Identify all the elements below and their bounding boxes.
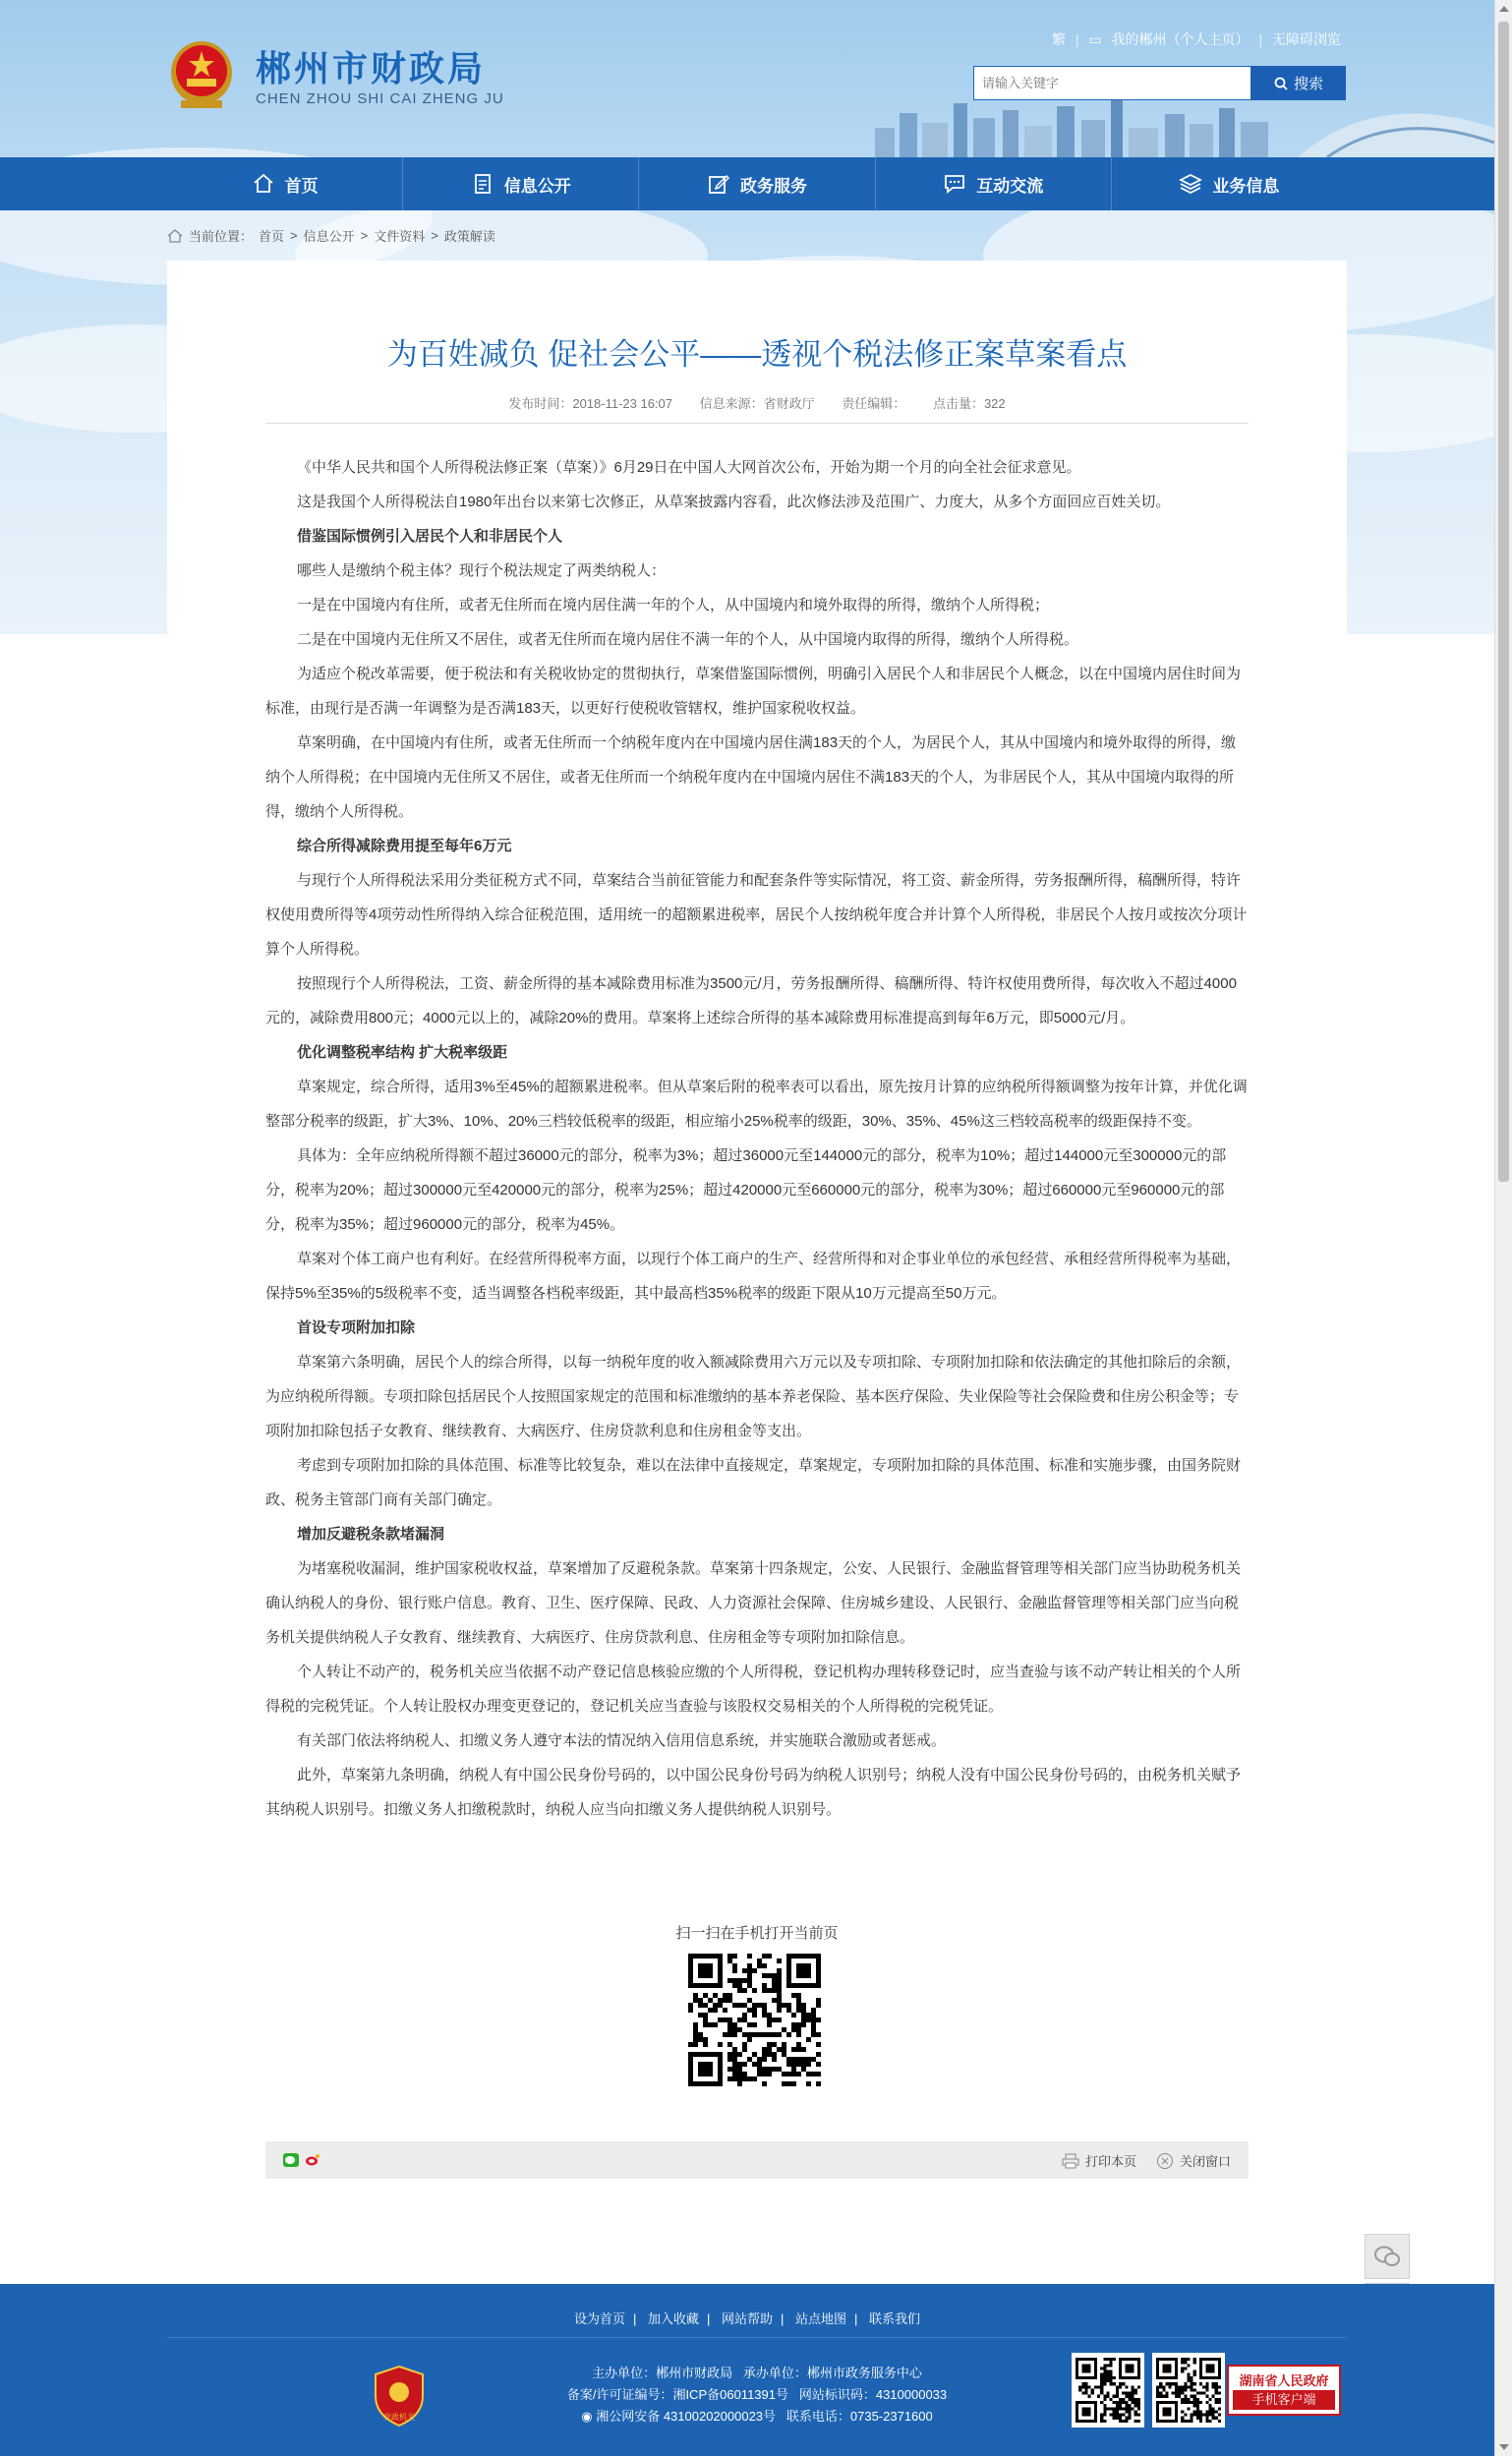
article-paragraph: 一是在中国境内有住所，或者无住所而在境内居住满一年的个人，从中国境内和境外取得的所得，缴纳个人所得税； [297, 597, 1050, 614]
article-paragraph: 按照现行个人所得税法，工资、薪金所得的基本减除费用标准为3500元/月，劳务报酬所得、稿酬所得、特许权使用费所得，每次收入不超过4000元的，减除费用800元；4000元以上的，减除20%的费用。草案将上述综合所得的基本减除费用标准提高到每年6万元，即5000元/月。 [265, 975, 1237, 1026]
scroll-down-arrow[interactable] [1499, 2444, 1509, 2450]
breadcrumb-prefix: 当前位置： [189, 229, 254, 244]
party-gov-badge-icon[interactable] [372, 2365, 427, 2427]
share-bar [265, 2141, 1249, 2179]
home-icon [167, 229, 183, 243]
weibo-share-icon[interactable] [305, 2153, 320, 2167]
article-paragraph: 具体为：全年应纳税所得额不超过36000元的部分，税率为3%；超过36000元至144000元的部分，税率为10%；超过144000元至300000元的部分，税率为20%；超过300000元至420000元的部分，税率为25%；超过420000元至660000元的部分，税率为30%；超过660000元至960000元的部分，税率为35%；超过960000元的部分，税率为45%。 [265, 1147, 1227, 1233]
footer-icp[interactable]: 备案/许可证编号：湘ICP备06011391号 [566, 2387, 788, 2402]
breadcrumb-item[interactable]: 政策解读 [443, 229, 495, 244]
footer-qr-code-2 [1152, 2353, 1225, 2427]
my-chenzhou-link[interactable]: 我的郴州（个人主页） [1111, 31, 1250, 47]
article-paragraph: 这是我国个人所得税法自1980年出台以来第七次修正，从草案披露内容看，此次修法涉及范围广、力度大，从多个方面回应百姓关切。 [297, 494, 1171, 510]
breadcrumb-separator: > [360, 228, 369, 243]
section-heading: 综合所得减除费用提至每年6万元 [297, 838, 512, 854]
article-paragraph: 考虑到专项附加扣除的具体范围、标准等比较复杂，难以在法律中直接规定，草案规定，专项附加扣除的具体范围、标准和实施步骤，由国务院财政、税务主管部门商有关部门确定。 [265, 1457, 1242, 1508]
close-window-button[interactable] [1156, 2151, 1231, 2170]
footer-qr-code-1 [1072, 2353, 1144, 2427]
article-paragraph: 《中华人民共和国个人所得税法修正案（草案）》6月29日在中国人大网首次公布，开始为期一个月的向全社会征求意见。 [297, 459, 1081, 476]
breadcrumb-item[interactable]: 文件资料 [374, 229, 426, 244]
print-button[interactable] [1062, 2151, 1136, 2170]
printer-icon [1062, 2153, 1079, 2169]
section-heading: 优化调整税率结构 扩大税率级距 [297, 1044, 508, 1061]
top-links: 繁 | ▭ 我的郴州（个人主页） | 无障碍浏览 [1052, 31, 1341, 47]
nav-item-gov-services[interactable] [639, 157, 875, 210]
footer-divider [167, 2337, 1347, 2338]
accessibility-link[interactable]: 无障碍浏览 [1271, 31, 1341, 47]
footer-link[interactable]: 联系我们 [869, 2311, 921, 2326]
main-nav [0, 157, 1494, 210]
article-paragraph: 为适应个税改革需要，便于税法和有关税收协定的贯彻执行，草案借鉴国际惯例，明确引入居民个人和非居民个人概念，以在中国境内居住时间为标准，由现行是否满一年调整为是否满183天，以更好行使税收管辖权，维护国家税收权益。 [265, 666, 1242, 717]
nav-label: 政务服务 [740, 176, 807, 196]
click-count: 点击量：322 [932, 396, 1006, 411]
footer-link[interactable]: 站点地图 [795, 2311, 847, 2326]
scroll-up-arrow[interactable] [1499, 6, 1509, 12]
nav-item-home[interactable] [167, 157, 403, 210]
article-paragraph: 草案规定，综合所得，适用3%至45%的超额累进税率。但从草案后附的税率表可以看出，原先按月计算的应纳税所得额调整为按年计算，并优化调整部分税率的级距，扩大3%、10%、20%三档较低税率的级距，相应缩小25%税率的级距，30%、35%、45%这三档较高税率的级距保持不变。 [265, 1079, 1248, 1130]
badge-label: 党政机关 [383, 2413, 415, 2422]
footer-link[interactable]: 加入收藏 [647, 2311, 699, 2326]
footer-link[interactable]: 设为首页 [573, 2311, 625, 2326]
article-paragraph: 草案对个体工商户也有利好。在经营所得税率方面，以现行个体工商户的生产、经营所得和对企事业单位的承包经营、承租经营所得税率为基础，保持5%至35%的5级税率不变，适当调整各档税率级距，其中最高档35%税率的级距下限从10万元提高至50万元。 [265, 1251, 1242, 1302]
article-paragraph: 哪些人是缴纳个税主体？现行个税法规定了两类纳税人： [297, 562, 667, 579]
article-title: 为百姓减负 促社会公平——透视个税法修正案草案看点 [386, 337, 1128, 372]
nav-item-interaction[interactable] [876, 157, 1112, 210]
info-source: 信息来源：省财政厅 [699, 396, 815, 411]
qr-caption: 扫一扫在手机打开当前页 [675, 1925, 839, 1942]
article-meta [167, 393, 1347, 412]
nav-label: 业务信息 [1212, 176, 1280, 196]
city-skyline-illustration [865, 98, 1494, 157]
article-paragraph: 草案明确，在中国境内有住所，或者无住所而一个纳税年度内在中国境内居住满183天的个人，为居民个人，其从中国境内和境外取得的所得，缴纳个人所得税；在中国境内无住所又不居住，或者无住所而一个纳税年度内在中国境内居住不满183天的个人，为非居民个人，其从中国境内取得的所得，缴纳个人所得税。 [265, 734, 1237, 820]
article-paragraph: 个人转让不动产的，税务机关应当依据不动产登记信息核验应缴的个人所得税，登记机构办理转移登记时，应当查验与该不动产转让相关的个人所得税的完税凭证。个人转让股权办理变更登记的，登记机关应当查验与该股权交易相关的个人所得税的完税凭证。 [265, 1664, 1242, 1715]
nav-item-info-disclosure[interactable] [403, 157, 639, 210]
nav-label: 互动交流 [976, 176, 1044, 196]
search-button-label: 搜索 [1293, 76, 1323, 92]
nav-label: 首页 [284, 176, 319, 196]
article-paragraph: 草案第六条明确，居民个人的综合所得，以每一纳税年度的收入额减除费用六万元以及专项扣除、专项附加扣除和依法确定的其他扣除后的余额，为应纳税所得额。专项扣除包括居民个人按照国家规定的范围和标准缴纳的基本养老保险、基本医疗保险、失业保险等社会保险费和住房公积金等；专项附加扣除包括子女教育、继续教育、大病医疗、住房贷款利息和住房租金等支出。 [265, 1354, 1242, 1439]
article-paragraph: 与现行个人所得税法采用分类征税方式不同，草案结合当前征管能力和配套条件等实际情况，将工资、薪金所得，劳务报酬所得，稿酬所得，特许权使用费所得等4项劳动性所得纳入综合征税范围，适用统一的超额累进税率，居民个人按纳税年度合并计算个人所得税，非居民个人按月或按次分项计算个人所得税。 [265, 872, 1248, 958]
nav-item-business-info[interactable] [1112, 157, 1347, 210]
footer-undertaker: 承办单位：郴州市政务服务中心 [742, 2366, 922, 2380]
article-paragraph: 此外，草案第九条明确，纳税人有中国公民身份号码的，以中国公民身份号码为纳税人识别号；纳税人没有中国公民身份号码的，由税务机关赋予其纳税人识别号。扣缴义务人扣缴税款时，纳税人应当向扣缴义务人提供纳税人识别号。 [265, 1767, 1242, 1818]
nav-label: 信息公开 [503, 176, 571, 196]
edit-icon [707, 172, 730, 196]
police-icon: ◉ [581, 2409, 593, 2424]
section-heading: 首设专项附加扣除 [297, 1319, 416, 1336]
qr-code-graphic [1076, 2357, 1140, 2424]
float-wechat-button[interactable] [1365, 2234, 1410, 2279]
article-body [265, 450, 1249, 1827]
qr-code-graphic [1156, 2357, 1221, 2424]
breadcrumb-item[interactable]: 信息公开 [303, 229, 355, 244]
site-logo-title[interactable]: 郴州市财政局 [256, 48, 487, 88]
user-icon: ▭ [1088, 31, 1102, 47]
footer-links: 设为首页 | 加入收藏 | 网站帮助 | 站点地图 | 联系我们 [573, 2311, 921, 2326]
footer-link[interactable]: 网站帮助 [721, 2311, 773, 2326]
search-button[interactable] [1251, 66, 1346, 100]
article-paragraph: 有关部门依法将纳税人、扣缴义务人遵守本法的情况纳入信用信息系统，并实施联合激励或者惩戒。 [297, 1732, 947, 1749]
chat-icon [943, 172, 966, 196]
hunan-gov-app-link[interactable] [1227, 2365, 1341, 2416]
hunan-subtitle: 手机客户端 [1233, 2390, 1335, 2410]
breadcrumb-separator: > [290, 228, 298, 243]
section-heading: 借鉴国际惯例引入居民个人和非居民个人 [297, 528, 563, 545]
traditional-chinese-link[interactable]: 繁 [1052, 31, 1066, 47]
footer-info [462, 2363, 1052, 2427]
wechat-icon [1373, 2245, 1401, 2268]
breadcrumb [167, 226, 495, 245]
search-input[interactable] [973, 66, 1251, 100]
search-icon [1274, 77, 1288, 90]
footer [0, 2284, 1494, 2456]
hunan-title: 湖南省人民政府 [1239, 2373, 1329, 2388]
footer-police[interactable]: 湘公网安备 43100202000023号 [596, 2409, 777, 2424]
scroll-thumb[interactable] [1498, 22, 1509, 1182]
title-divider [265, 423, 1249, 424]
wechat-share-icon[interactable] [283, 2153, 299, 2167]
print-label: 打印本页 [1084, 2154, 1136, 2169]
publish-time: 发布时间：2018-11-23 16:07 [508, 396, 673, 411]
home-icon [252, 172, 275, 196]
site-logo-subtitle: CHEN ZHOU SHI CAI ZHENG JU [256, 90, 504, 107]
close-label: 关闭窗口 [1179, 2154, 1231, 2169]
vertical-scrollbar[interactable] [1494, 0, 1512, 2456]
layers-icon [1179, 172, 1202, 196]
qr-code [688, 1954, 821, 2086]
section-heading: 增加反避税条款堵漏洞 [297, 1526, 445, 1543]
national-emblem-icon [167, 37, 236, 114]
close-icon [1156, 2152, 1174, 2170]
footer-sponsor: 主办单位：郴州市财政局 [592, 2366, 733, 2380]
footer-phone: 联系电话：0735-2371600 [785, 2409, 933, 2424]
document-icon [471, 172, 494, 196]
article-paragraph: 为堵塞税收漏洞，维护国家税收权益，草案增加了反避税条款。草案第十四条规定，公安、人民银行、金融监督管理等相关部门应当协助税务机关确认纳税人的身份、银行账户信息。教育、卫生、医疗保障、民政、人力资源社会保障、住房城乡建设、人民银行、金融监督管理等相关部门应当向税务机关提供纳税人子女教育、继续教育、大病医疗、住房贷款利息、住房租金等专项附加扣除信息。 [265, 1560, 1242, 1646]
article-paragraph: 二是在中国境内无住所又不居住，或者无住所而在境内居住不满一年的个人，从中国境内取得的所得，缴纳个人所得税。 [297, 631, 1079, 648]
breadcrumb-item[interactable]: 首页 [259, 229, 285, 244]
editor: 责任编辑： [842, 396, 906, 411]
footer-site-code: 网站标识码：4310000033 [798, 2387, 948, 2402]
breadcrumb-separator: > [431, 228, 438, 243]
